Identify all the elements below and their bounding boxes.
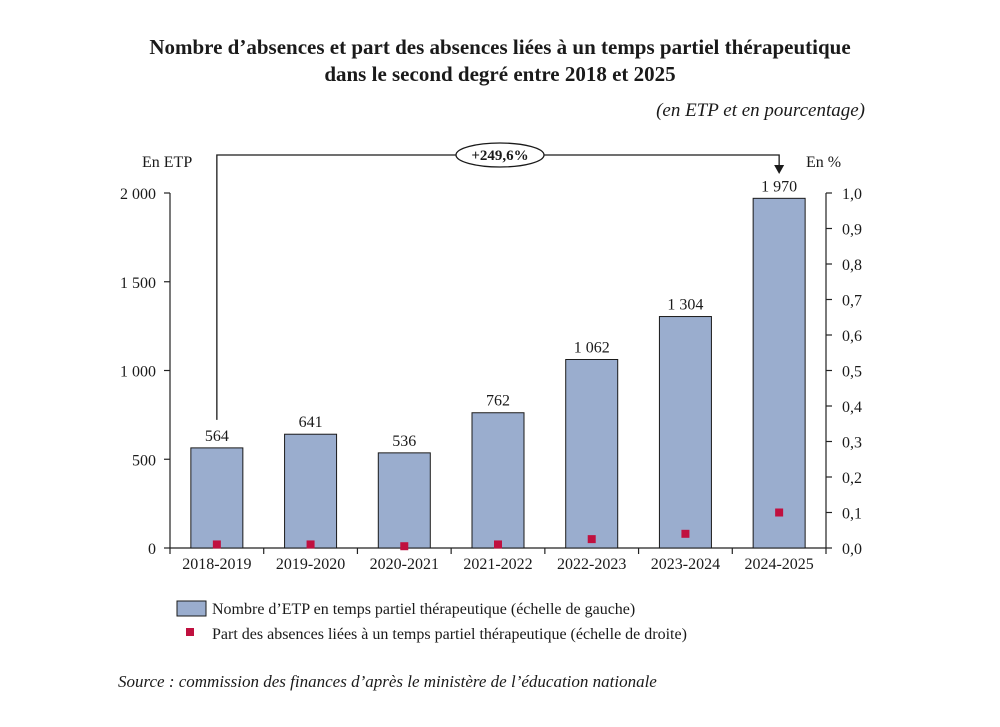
y-right-tick-label: 0,8 — [842, 257, 862, 274]
data-point — [213, 540, 221, 548]
bar-value-label: 1 062 — [573, 339, 610, 357]
y-right-tick-label: 0,5 — [842, 363, 862, 381]
bar-value-label: 564 — [204, 427, 229, 445]
x-tick-label: 2024-2025 — [744, 556, 814, 573]
y-right-tick-label: 0,3 — [842, 434, 862, 452]
y-right-tick-label: 1,0 — [842, 186, 862, 203]
data-point — [775, 509, 783, 517]
y-right-tick-label: 0,9 — [842, 221, 862, 239]
chart-title-line-2: dans le second degré entre 2018 et 2025 — [324, 62, 676, 86]
data-point — [681, 530, 689, 538]
y-left-tick-label: 500 — [132, 452, 156, 470]
growth-annotation: +249,6% — [471, 148, 529, 164]
data-point — [307, 540, 315, 548]
legend-swatch-points — [186, 628, 194, 636]
bar — [285, 434, 337, 548]
y-right-tick-label: 0,7 — [842, 292, 862, 310]
bar — [378, 453, 430, 548]
bar — [753, 198, 805, 548]
bar-value-label: 641 — [298, 414, 323, 432]
bar — [659, 317, 711, 548]
x-tick-label: 2019-2020 — [275, 556, 346, 573]
y-right-axis-title: En % — [806, 154, 842, 171]
y-right-tick-label: 0,4 — [842, 399, 862, 416]
x-tick-label: 2020-2021 — [369, 556, 439, 573]
x-tick-label: 2023-2024 — [650, 556, 721, 573]
chart-title-line-1: Nombre d’absences et part des absences liées à un temps partiel thérapeutique — [149, 35, 851, 59]
data-point — [494, 540, 502, 548]
y-right-tick-label: 0,6 — [842, 328, 862, 345]
chart-subtitle: (en ETP et en pourcentage) — [656, 100, 865, 121]
x-tick-label: 2018-2019 — [182, 556, 252, 573]
bar — [191, 448, 243, 548]
bar-value-label: 762 — [486, 392, 510, 410]
bar — [566, 359, 618, 548]
legend-label-bars: Nombre d’ETP en temps partiel thérapeutique (échelle de gauche) — [212, 601, 636, 618]
bar-value-label: 1 304 — [667, 296, 704, 314]
y-left-tick-label: 1 000 — [120, 363, 156, 381]
bar — [472, 413, 524, 548]
growth-arrowhead — [774, 165, 784, 174]
y-left-tick-label: 1 500 — [120, 274, 156, 292]
bar-value-label: 1 970 — [761, 178, 798, 196]
data-point — [588, 535, 596, 543]
legend-swatch-bars — [177, 601, 206, 616]
y-left-tick-label: 2 000 — [120, 186, 156, 203]
x-tick-label: 2022-2023 — [557, 556, 627, 573]
y-right-tick-label: 0,0 — [842, 541, 862, 558]
y-left-axis-title: En ETP — [142, 154, 193, 171]
legend-label-points: Part des absences liées à un temps partiel thérapeutique (échelle de droite) — [212, 626, 687, 643]
x-tick-label: 2021-2022 — [463, 556, 533, 573]
y-left-tick-label: 0 — [148, 541, 156, 558]
y-right-tick-label: 0,2 — [842, 470, 862, 487]
chart-source: Source : commission des finances d’après le ministère de l’éducation nationale — [118, 672, 657, 691]
y-right-tick-label: 0,1 — [842, 505, 862, 523]
data-point — [400, 542, 408, 550]
bar-value-label: 536 — [392, 432, 417, 450]
